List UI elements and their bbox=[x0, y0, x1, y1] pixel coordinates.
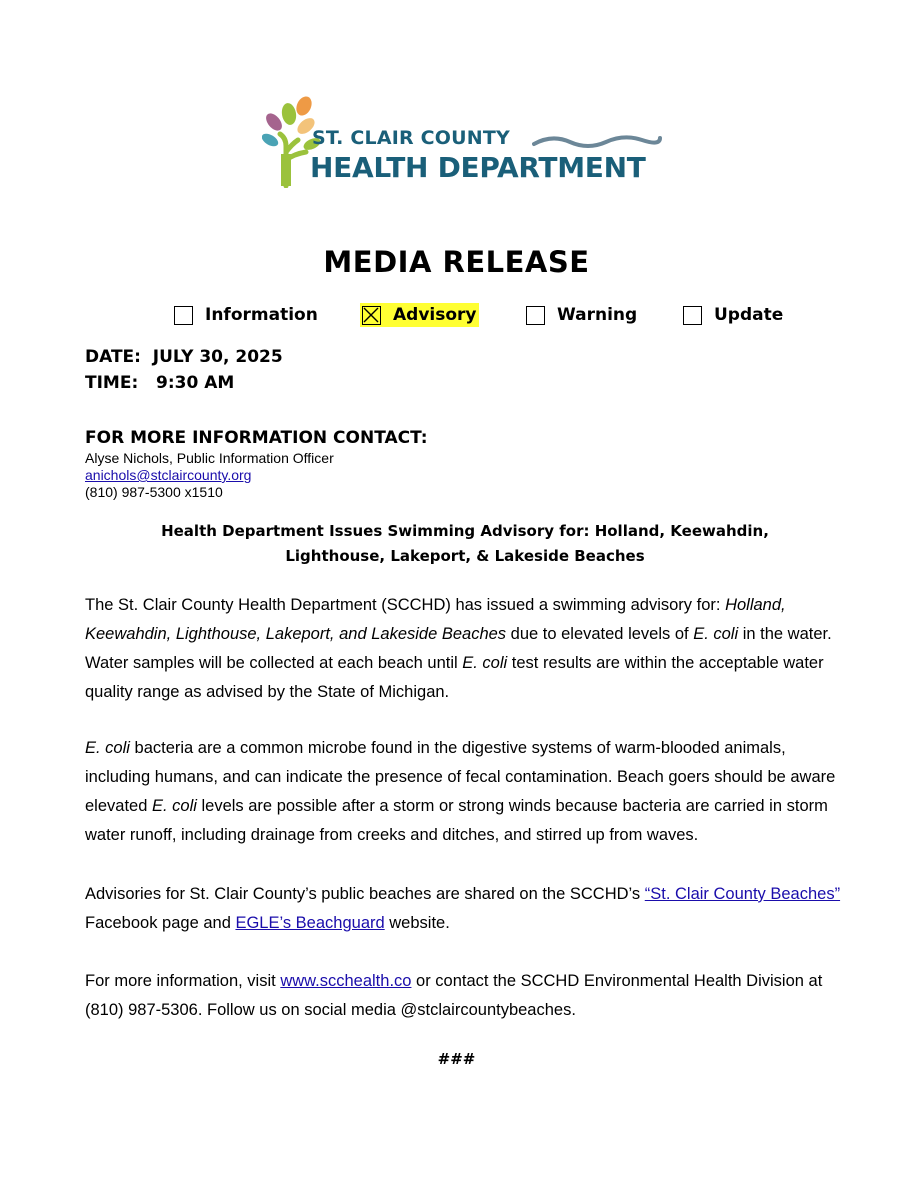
ecoli-term: E. coli bbox=[85, 739, 130, 757]
text: bacteria are a common microbe found in the digestive systems of warm-blooded animals, including humans, and can indicate the presence of fecal contamination. Beach goers should be aware elevated bbox=[85, 739, 836, 815]
beachguard-link[interactable]: EGLE’s Beachguard bbox=[235, 914, 385, 932]
checkbox-box-checked[interactable] bbox=[362, 306, 381, 325]
page-title: MEDIA RELEASE bbox=[323, 245, 590, 279]
text: The St. Clair County Health Department (SCCHD) has issued a swimming advisory for: bbox=[85, 596, 726, 614]
paragraph-ecoli bbox=[85, 734, 855, 850]
ecoli-term: E. coli bbox=[151, 797, 197, 815]
paragraph-advisory bbox=[85, 591, 855, 707]
checkbox-label: Update bbox=[714, 305, 784, 325]
text: levels are possible after a storm or strong winds because bacteria are carried in storm water runoff, including drainage from creeks and ditches, and stirred up from waves. bbox=[85, 797, 828, 844]
text: Advisories for St. Clair County’s public beaches are shared on the SCCHD’s bbox=[85, 885, 645, 903]
end-mark: ### bbox=[437, 1050, 476, 1068]
checkbox-box[interactable] bbox=[526, 306, 545, 325]
release-time: TIME: 9:30 AM bbox=[85, 373, 235, 393]
checkbox-warning[interactable] bbox=[526, 302, 637, 328]
logo-line-department: HEALTH DEPARTMENT bbox=[310, 151, 646, 184]
release-date: DATE: JULY 30, 2025 bbox=[85, 347, 283, 367]
checkbox-label: Information bbox=[205, 305, 318, 325]
check-x-icon bbox=[363, 307, 379, 323]
checkbox-label: Warning bbox=[557, 305, 638, 325]
text: in the water. Water samples will be collected at each beach until bbox=[85, 625, 832, 672]
beach-list: Holland, Keewahdin, Lighthouse, Lakeport, and Lakeside Beaches bbox=[85, 596, 786, 643]
website-link[interactable]: www.scchealth.co bbox=[280, 972, 412, 990]
contact-email-link[interactable]: anichols@stclaircounty.org bbox=[85, 467, 252, 483]
checkbox-advisory[interactable] bbox=[360, 302, 479, 328]
contact-block bbox=[85, 450, 334, 501]
text: Facebook page and bbox=[85, 914, 236, 932]
paragraph-advisories bbox=[85, 880, 855, 938]
text: website. bbox=[384, 914, 450, 932]
headline bbox=[85, 519, 845, 569]
facebook-page-link[interactable]: “St. Clair County Beaches” bbox=[644, 885, 841, 903]
checkbox-label: Advisory bbox=[393, 305, 477, 325]
contact-name: Alyse Nichols, Public Information Officer bbox=[85, 450, 334, 466]
ecoli-term: E. coli bbox=[693, 625, 739, 643]
checkbox-box[interactable] bbox=[174, 306, 193, 325]
headline-line1: Health Department Issues Swimming Advisory for: Holland, Keewahdin, bbox=[161, 522, 769, 540]
wave-icon bbox=[532, 132, 662, 152]
logo-line-county: ST. CLAIR COUNTY bbox=[312, 127, 511, 149]
headline-line2: Lighthouse, Lakeport, & Lakeside Beaches bbox=[285, 547, 645, 565]
text: due to elevated levels of bbox=[506, 625, 694, 643]
text: For more information, visit bbox=[85, 972, 281, 990]
paragraph-more-info bbox=[85, 967, 855, 1025]
ecoli-term: E. coli bbox=[462, 654, 508, 672]
text: or contact the SCCHD Environmental Health Division at (810) 987-5306. Follow us on social media @stclaircountybeaches. bbox=[85, 972, 823, 1019]
text: test results are within the acceptable water quality range as advised by the State of Michigan. bbox=[85, 654, 824, 701]
checkbox-box[interactable] bbox=[683, 306, 702, 325]
checkbox-update[interactable] bbox=[683, 302, 783, 328]
checkbox-information[interactable] bbox=[174, 302, 318, 328]
contact-phone: (810) 987-5300 x1510 bbox=[85, 484, 223, 500]
health-department-logo bbox=[262, 94, 666, 188]
contact-heading: FOR MORE INFORMATION CONTACT: bbox=[85, 428, 428, 448]
